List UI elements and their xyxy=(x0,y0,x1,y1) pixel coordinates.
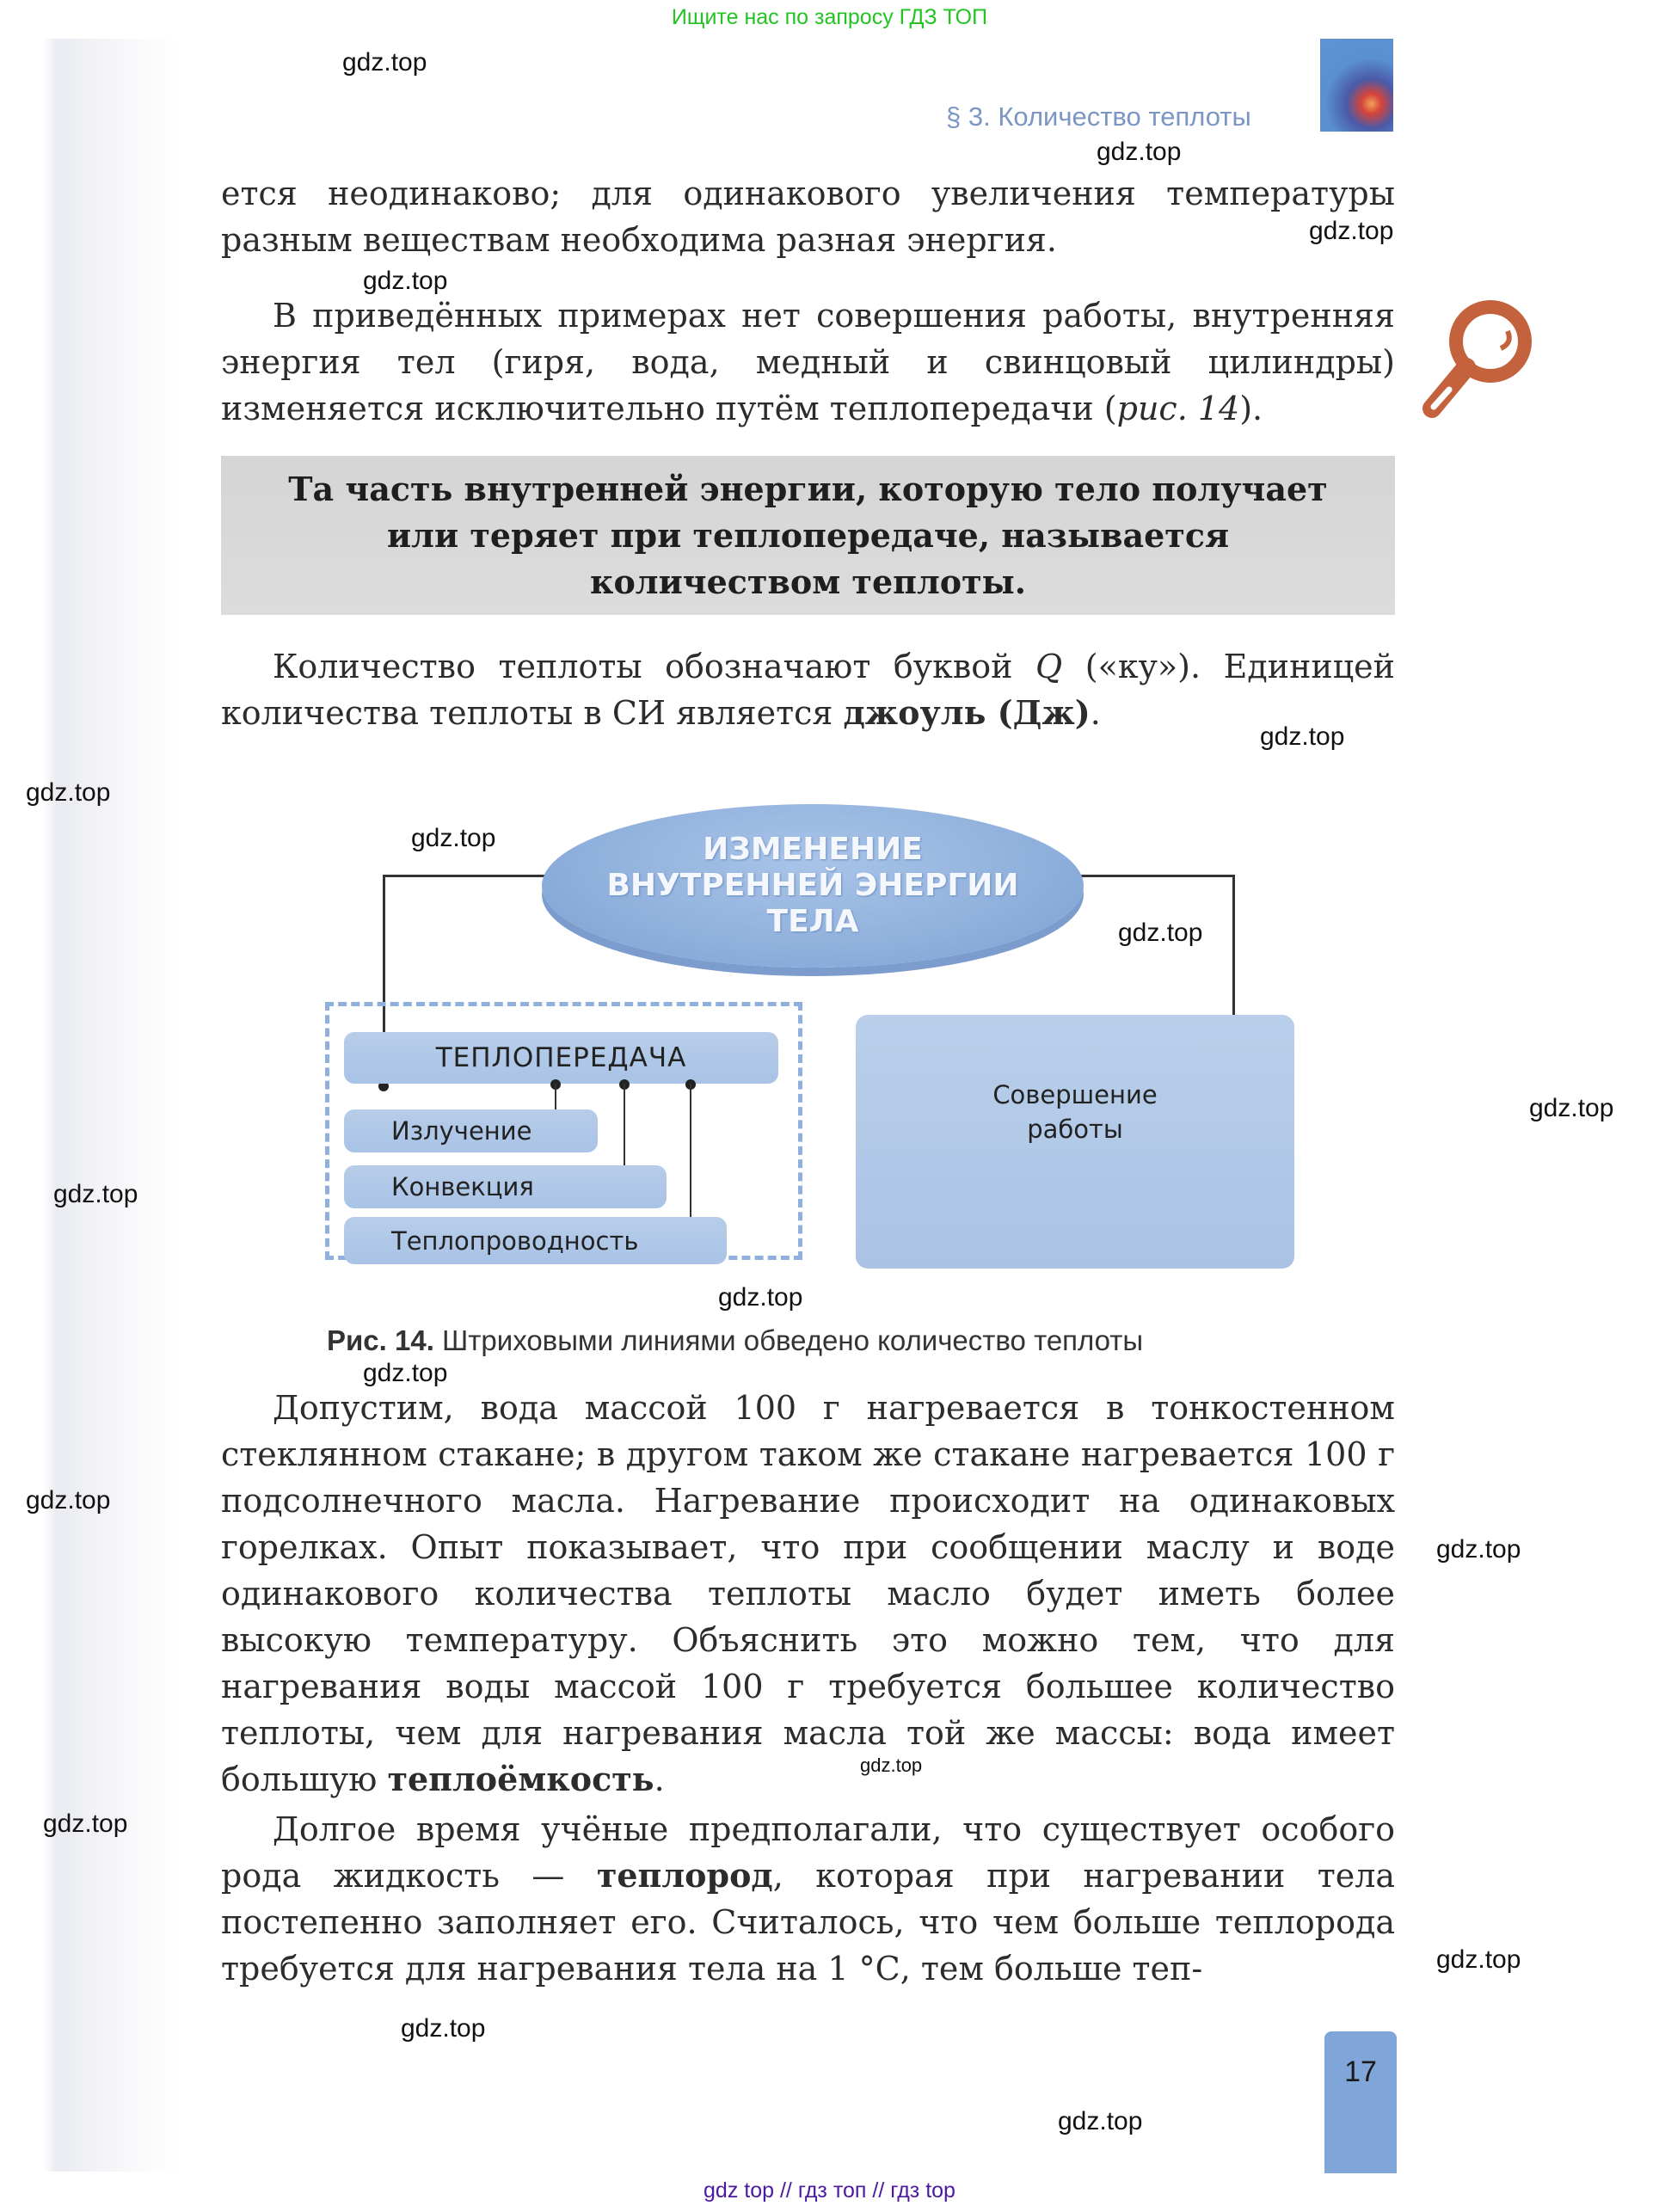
watermark: gdz.top xyxy=(53,1180,138,1208)
paragraph-span: . xyxy=(654,1760,665,1798)
term-caloric: теплород xyxy=(596,1856,773,1895)
paragraph-span: («ку»). Единицей количества теплоты в СИ является xyxy=(221,648,1395,732)
paragraph-text xyxy=(221,643,1395,736)
watermark: gdz.top xyxy=(411,824,496,852)
figure-reference-link[interactable]: рис. 14 xyxy=(1116,390,1240,427)
watermark: gdz.top xyxy=(1260,722,1345,751)
node-label: работы xyxy=(1027,1114,1123,1144)
definition-text: Та часть внутренней энергии, которую тело получает или теряет при теплопередаче, называется количеством теплоты. xyxy=(288,470,1328,601)
paragraph-span: Количество теплоты обозначают буквой xyxy=(273,648,1036,685)
watermark: gdz.top xyxy=(1529,1094,1614,1122)
watermark: gdz.top xyxy=(718,1283,803,1312)
connector-line xyxy=(383,875,546,877)
connector-line xyxy=(1079,875,1234,877)
watermark: gdz.top xyxy=(1309,217,1394,245)
paragraph-text xyxy=(221,1806,1395,1992)
symbol-q: Q xyxy=(1035,648,1063,685)
bottom-banner[interactable]: gdz top // гдз топ // гдз top xyxy=(704,2178,955,2203)
watermark: gdz.top xyxy=(26,1486,111,1515)
paragraph-span: . xyxy=(1090,694,1101,732)
paragraph-text: ется неодинаково; для одинакового увеличения температуры разным веществам необходима разная энергия. xyxy=(221,175,1395,259)
node-label: Совершение xyxy=(992,1079,1158,1109)
paragraph-heat-transfer xyxy=(221,292,1395,432)
book-spine-shadow xyxy=(43,39,181,2172)
watermark: gdz.top xyxy=(1436,1945,1521,1974)
watermark: gdz.top xyxy=(43,1810,128,1838)
paragraph-text xyxy=(221,1385,1395,1803)
page-number-tab xyxy=(1324,2031,1397,2173)
definition-box xyxy=(221,456,1395,615)
node-label: Теплопроводность xyxy=(391,1226,639,1256)
watermark: gdz.top xyxy=(363,1359,448,1387)
watermark: gdz.top xyxy=(860,1754,923,1776)
figure-caption-text: Штриховыми линиями обведено количество теплоты xyxy=(433,1324,1144,1356)
watermark: gdz.top xyxy=(1097,138,1182,166)
connector-line xyxy=(690,1084,691,1238)
paragraph-span: Долгое время учёные предполагали, что существует особого рода жидкость — xyxy=(221,1810,1395,1895)
page-number: 17 xyxy=(1344,2055,1377,2088)
top-banner[interactable]: Ищите нас по запросу ГДЗ ТОП xyxy=(671,5,988,29)
watermark: gdz.top xyxy=(1436,1535,1521,1564)
node-heat-transfer xyxy=(344,1032,778,1084)
root-label: ВНУТРЕННЕЙ ЭНЕРГИИ xyxy=(606,868,1019,903)
paragraph-span: , которая при нагревании тела постепенно заполняет его. Считалось, что чем больше теплорода требуется для нагревания тела на 1 °С, тем больше теп- xyxy=(221,1857,1396,1988)
paragraph-span: Допустим, вода массой 100 г нагревается в тонкостенном стеклянном стакане; в другом таком же стакане нагревается 100 г подсолнечного масла. Нагревание происходит на одинаковых горелках. Опыт показывает, что при сообщении маслу и воде одинакового количества теплоты масло будет иметь более высокую температуру. Объяснить это можно тем, что для нагревания воды массой 100 г требуется большее количество теплоты, чем для нагревания масла той же массы: вода имеет большую xyxy=(221,1389,1395,1798)
node-radiation xyxy=(344,1109,598,1152)
paragraph-caloric xyxy=(221,1806,1395,1992)
chapter-heading: § 3. Количество теплоты xyxy=(946,101,1251,132)
root-label: ТЕЛА xyxy=(766,904,859,939)
magnifier-icon xyxy=(1415,297,1535,426)
term-heat-capacity: теплоёмкость xyxy=(387,1760,654,1798)
watermark: gdz.top xyxy=(1058,2107,1143,2135)
node-label: Излучение xyxy=(391,1116,532,1146)
node-convection xyxy=(344,1165,667,1208)
watermark: gdz.top xyxy=(26,778,111,807)
node-label: Конвекция xyxy=(391,1172,534,1201)
node-work xyxy=(856,1015,1294,1269)
paragraph-joule xyxy=(221,643,1395,736)
node-conduction xyxy=(344,1217,727,1264)
root-ellipse xyxy=(542,804,1084,968)
watermark: gdz.top xyxy=(401,2014,486,2043)
paragraph-span: ). xyxy=(1239,390,1263,427)
watermark: gdz.top xyxy=(342,48,427,77)
chapter-thumbnail-icon xyxy=(1320,39,1393,132)
root-label: ИЗМЕНЕНИЕ xyxy=(703,832,923,867)
paragraph-heat-capacity xyxy=(221,1385,1395,1803)
paragraph-span: В приведённых примерах нет совершения работы, внутренняя энергия тел (гиря, вода, медный и свинцовый цилиндры) изменяется исключительно путём теплопередачи ( xyxy=(221,297,1395,427)
connector-line xyxy=(624,1084,625,1178)
paragraph-continuation xyxy=(221,170,1395,263)
watermark: gdz.top xyxy=(1118,919,1203,947)
watermark: gdz.top xyxy=(363,267,448,295)
figure-14-diagram xyxy=(318,804,1316,1281)
connector-line xyxy=(555,1084,556,1109)
term-joule: джоуль (Дж) xyxy=(843,693,1091,732)
node-label: ТЕПЛОПЕРЕДАЧА xyxy=(435,1042,687,1073)
paragraph-text xyxy=(221,292,1395,432)
figure-label: Рис. 14. xyxy=(327,1324,434,1356)
figure-caption xyxy=(327,1324,1143,1357)
